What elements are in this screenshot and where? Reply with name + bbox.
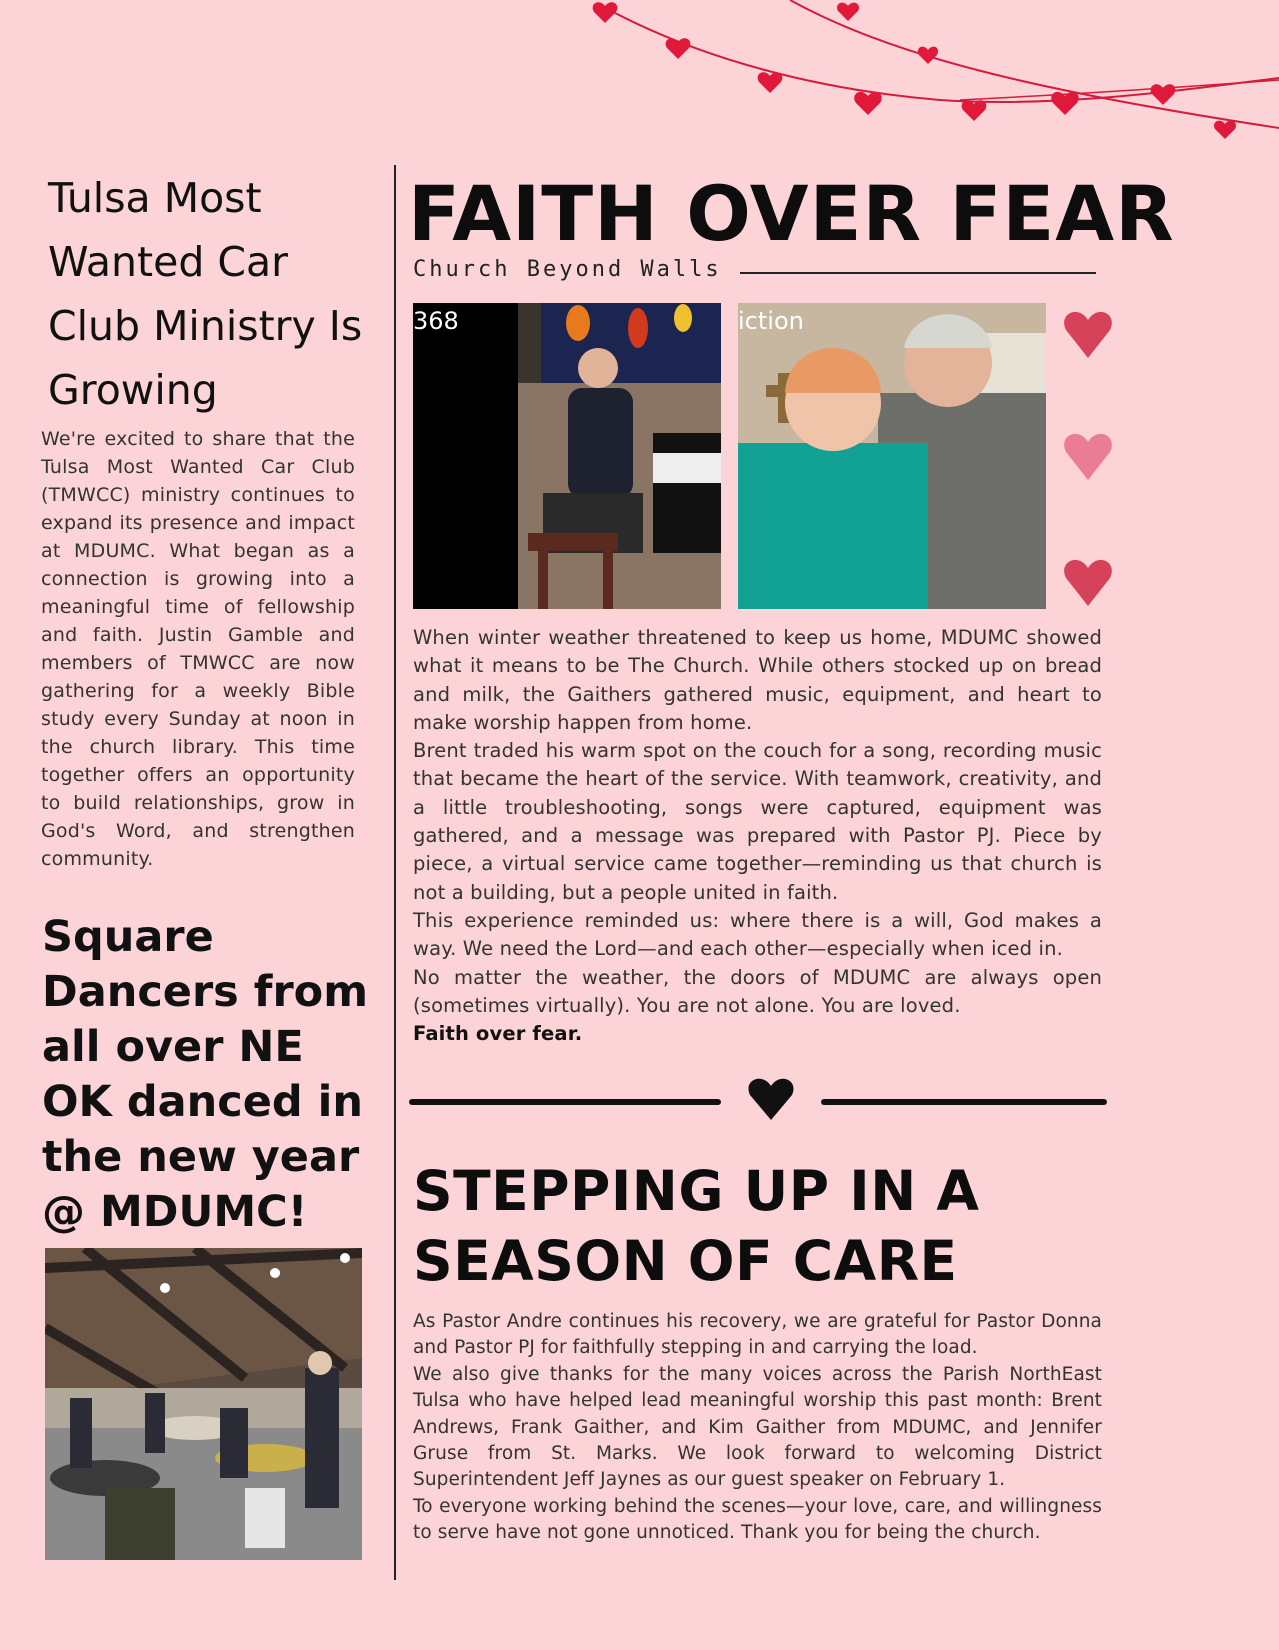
column-divider [394, 165, 396, 1580]
heart-icon [1064, 560, 1112, 606]
heart-icon [748, 1079, 793, 1120]
faith-over-fear-title: FAITH OVER FEAR [408, 169, 1175, 258]
care-body [413, 1309, 1102, 1547]
square-dancers-heading: Square Dancers from all over NE OK danced in the new year @ MDUMC! [42, 912, 369, 1237]
heart-icon [1064, 312, 1112, 358]
care-title-line: STEPPING UP IN A [413, 1159, 980, 1223]
care-title-line: SEASON OF CARE [413, 1229, 958, 1293]
heart-divider [408, 1072, 1108, 1122]
care-paragraph: As Pastor Andre continues his recovery, we are grateful for Pastor Donna and Pastor PJ for faithfully stepping in and carrying the load. [413, 1311, 1102, 1359]
faith-paragraph: Brent traded his warm spot on the couch for a song, recording music that became the heart of the service. With teamwork, creativity, and a little troubleshooting, songs were captured, equipment was gathered, and a message was prepared with Pastor PJ. Piece by piece, a virtual service came together—reminding us that church is not a building, but a people united in faith. [413, 739, 1102, 904]
car-club-body: We're excited to share that the Tulsa Most Wanted Car Club (TMWCC) ministry continues to expand its presence and impact at MDUMC. What began as a connection is growing into a meaningful time of fellowship and faith. Justin Gamble and members of TMWCC are now gathering for a weekly Bible study every Sunday at noon in the church library. This time together offers an opportunity to build relationships, grow in God's Word, and strengthen community. [41, 428, 355, 870]
car-club-heading: Tulsa Most Wanted Car Club Ministry Is Growing [48, 174, 363, 414]
faith-paragraph: No matter the weather, the doors of MDUMC are always open (sometimes virtually). You are not alone. You are loved. [413, 965, 1102, 1017]
faith-subtitle: Church Beyond Walls [413, 257, 722, 282]
square-dance-photo [45, 1248, 362, 1560]
faith-paragraph: This experience reminded us: where there is a will, God makes a way. We need the Lord—and each other—especially when iced in. [413, 908, 1102, 961]
couple-photo [738, 303, 1046, 609]
heart-garland-decoration [560, 0, 1279, 150]
heart-icon-column [1060, 300, 1116, 620]
faith-closing: Faith over fear. [413, 1022, 583, 1046]
photo-tag: iction [738, 307, 804, 335]
faith-paragraph: When winter weather threatened to keep us home, MDUMC showed what it means to be The Church. While others stocked up on bread and milk, the Gaithers gathered music, equipment, and heart to make worship happen from home. [413, 626, 1102, 734]
faith-body [413, 624, 1102, 1048]
heart-icon [1064, 434, 1112, 480]
care-paragraph: We also give thanks for the many voices across the Parish NorthEast Tulsa who have helped lead meaningful worship this past month: Brent Andrews, Frank Gaither, and Kim Gaither from MDUMC, and Jennifer Gruse from St. Marks. We look forward to welcoming District Superintendent Jeff Jaynes as our guest speaker on February 1. [413, 1363, 1102, 1491]
subtitle-rule [740, 272, 1096, 274]
pianist-photo [413, 303, 721, 609]
care-paragraph: To everyone working behind the scenes—your love, care, and willingness to serve have not gone unnoticed. Thank you for being the church. [413, 1495, 1102, 1544]
care-title [413, 1156, 979, 1296]
photo-tag: 368 [413, 307, 459, 335]
